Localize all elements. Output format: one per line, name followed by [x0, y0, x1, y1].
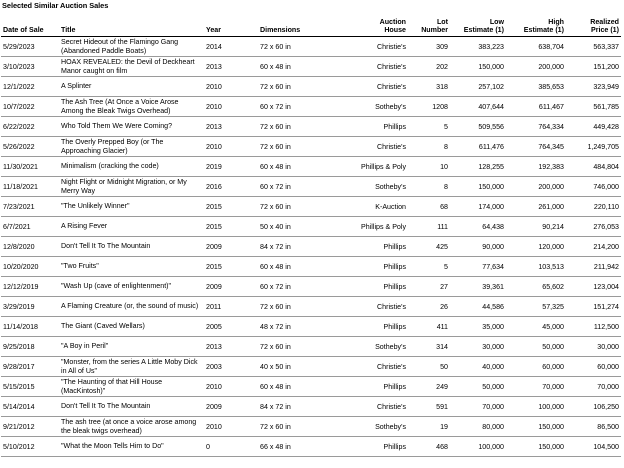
auction-house-cell: Christie's — [344, 77, 408, 97]
title-cell: "A Boy in Peril" — [59, 337, 204, 357]
low-estimate-cell: 40,000 — [450, 357, 506, 377]
dimensions-cell: 60 x 72 in — [258, 277, 344, 297]
date-cell: 6/22/2022 — [1, 117, 59, 137]
high-estimate-cell: 120,000 — [506, 237, 566, 257]
header-auction-house-line1: Auction — [379, 18, 406, 26]
page-title: Selected Similar Auction Sales — [2, 1, 109, 10]
title-cell: Minimalism (cracking the code) — [59, 157, 204, 177]
high-estimate-cell: 385,653 — [506, 77, 566, 97]
low-estimate-cell: 257,102 — [450, 77, 506, 97]
high-estimate-cell: 100,000 — [506, 397, 566, 417]
title-cell: HOAX REVEALED: the Devil of Deckheart Manor caught on film — [59, 57, 204, 77]
date-cell: 9/21/2012 — [1, 417, 59, 437]
title-cell: "Wash Up (cave of enlightenment)" — [59, 277, 204, 297]
high-estimate-cell: 261,000 — [506, 197, 566, 217]
table-row — [1, 217, 621, 237]
low-estimate-cell: 611,476 — [450, 137, 506, 157]
header-title: Title — [59, 12, 204, 37]
table-row — [1, 97, 621, 117]
date-cell: 11/30/2021 — [1, 157, 59, 177]
realized-price-cell: 123,004 — [566, 277, 621, 297]
lot-number-cell: 425 — [408, 237, 450, 257]
year-cell: 2013 — [204, 57, 258, 77]
high-estimate-cell: 60,000 — [506, 357, 566, 377]
high-estimate-cell: 45,000 — [506, 317, 566, 337]
year-cell: 2010 — [204, 417, 258, 437]
lot-number-cell: 1208 — [408, 97, 450, 117]
low-estimate-cell: 64,438 — [450, 217, 506, 237]
low-estimate-cell: 174,000 — [450, 197, 506, 217]
date-cell: 11/14/2018 — [1, 317, 59, 337]
year-cell: 2015 — [204, 197, 258, 217]
date-cell: 11/18/2021 — [1, 177, 59, 197]
title-cell: "Two Fruits" — [59, 257, 204, 277]
lot-number-cell: 8 — [408, 137, 450, 157]
realized-price-cell: 104,500 — [566, 437, 621, 457]
year-cell: 2003 — [204, 357, 258, 377]
realized-price-cell: 1,249,705 — [566, 137, 621, 157]
realized-price-cell: 214,200 — [566, 237, 621, 257]
title-cell: Don't Tell It To The Mountain — [59, 237, 204, 257]
date-cell: 12/1/2022 — [1, 77, 59, 97]
low-estimate-cell: 150,000 — [450, 57, 506, 77]
title-cell: The ash tree (at once a voice arose among the bleak twigs overhead) — [59, 417, 204, 437]
auction-house-cell: Christie's — [344, 297, 408, 317]
high-estimate-cell: 103,513 — [506, 257, 566, 277]
realized-price-cell: 484,804 — [566, 157, 621, 177]
low-estimate-cell: 150,000 — [450, 177, 506, 197]
dimensions-cell: 72 x 60 in — [258, 37, 344, 57]
high-estimate-cell: 611,467 — [506, 97, 566, 117]
lot-number-cell: 50 — [408, 357, 450, 377]
header-high-estimate-line1: High — [548, 18, 564, 26]
realized-price-cell: 449,428 — [566, 117, 621, 137]
table-row — [1, 37, 621, 57]
year-cell: 2010 — [204, 377, 258, 397]
high-estimate-cell: 764,334 — [506, 117, 566, 137]
lot-number-cell: 27 — [408, 277, 450, 297]
dimensions-cell: 50 x 40 in — [258, 217, 344, 237]
low-estimate-cell: 39,361 — [450, 277, 506, 297]
header-lot-number-line2: Number — [421, 26, 448, 34]
low-estimate-cell: 407,644 — [450, 97, 506, 117]
dimensions-cell: 60 x 48 in — [258, 257, 344, 277]
year-cell: 2013 — [204, 337, 258, 357]
header-dimensions: Dimensions — [258, 12, 344, 37]
title-cell: "What the Moon Tells Him to Do" — [59, 437, 204, 457]
lot-number-cell: 10 — [408, 157, 450, 177]
lot-number-cell: 249 — [408, 377, 450, 397]
auction-house-cell: Phillips — [344, 377, 408, 397]
header-high-estimate-line2: Estimate (1) — [523, 26, 564, 34]
title-cell: "Monster, from the series A Little Moby Dick in All of Us" — [59, 357, 204, 377]
lot-number-cell: 19 — [408, 417, 450, 437]
low-estimate-cell: 509,556 — [450, 117, 506, 137]
dimensions-cell: 72 x 60 in — [258, 137, 344, 157]
table-row — [1, 117, 621, 137]
auction-house-cell: Phillips — [344, 277, 408, 297]
dimensions-cell: 72 x 60 in — [258, 197, 344, 217]
dimensions-cell: 60 x 48 in — [258, 377, 344, 397]
dimensions-cell: 40 x 50 in — [258, 357, 344, 377]
realized-price-cell: 112,500 — [566, 317, 621, 337]
lot-number-cell: 8 — [408, 177, 450, 197]
dimensions-cell: 60 x 48 in — [258, 57, 344, 77]
table-row — [1, 397, 621, 417]
date-cell: 5/15/2015 — [1, 377, 59, 397]
dimensions-cell: 84 x 72 in — [258, 397, 344, 417]
table-row — [1, 337, 621, 357]
auction-house-cell: Christie's — [344, 137, 408, 157]
year-cell: 2010 — [204, 137, 258, 157]
auction-house-cell: Phillips — [344, 437, 408, 457]
lot-number-cell: 411 — [408, 317, 450, 337]
year-cell: 2010 — [204, 97, 258, 117]
auction-house-cell: Sotheby's — [344, 417, 408, 437]
table-row — [1, 437, 621, 457]
auction-house-cell: Phillips — [344, 317, 408, 337]
date-cell: 5/10/2012 — [1, 437, 59, 457]
lot-number-cell: 591 — [408, 397, 450, 417]
dimensions-cell: 60 x 72 in — [258, 97, 344, 117]
header-auction-house — [344, 12, 408, 37]
realized-price-cell: 746,000 — [566, 177, 621, 197]
header-year: Year — [204, 12, 258, 37]
high-estimate-cell: 65,602 — [506, 277, 566, 297]
year-cell: 2009 — [204, 237, 258, 257]
year-cell: 2014 — [204, 37, 258, 57]
lot-number-cell: 202 — [408, 57, 450, 77]
title-cell: A Flaming Creature (or, the sound of music) — [59, 297, 204, 317]
title-cell: Don't Tell It To The Mountain — [59, 397, 204, 417]
lot-number-cell: 309 — [408, 37, 450, 57]
title-cell: Who Told Them We Were Coming? — [59, 117, 204, 137]
dimensions-cell: 60 x 72 in — [258, 177, 344, 197]
high-estimate-cell: 90,214 — [506, 217, 566, 237]
header-auction-house-line2: House — [384, 26, 406, 34]
year-cell: 2015 — [204, 257, 258, 277]
realized-price-cell: 151,200 — [566, 57, 621, 77]
auction-house-cell: Christie's — [344, 397, 408, 417]
low-estimate-cell: 70,000 — [450, 397, 506, 417]
title-cell: The Giant (Caved Wellars) — [59, 317, 204, 337]
title-cell: "The Unlikely Winner" — [59, 197, 204, 217]
title-cell: "The Haunting of that Hill House (MacKintosh)" — [59, 377, 204, 397]
low-estimate-cell: 30,000 — [450, 337, 506, 357]
high-estimate-cell: 200,000 — [506, 57, 566, 77]
auction-sales-table — [1, 12, 621, 457]
dimensions-cell: 72 x 60 in — [258, 417, 344, 437]
realized-price-cell: 323,949 — [566, 77, 621, 97]
year-cell: 2005 — [204, 317, 258, 337]
auction-house-cell: Christie's — [344, 357, 408, 377]
title-cell: A Splinter — [59, 77, 204, 97]
table-header-row — [1, 12, 621, 37]
header-lot-number — [408, 12, 450, 37]
date-cell: 5/29/2023 — [1, 37, 59, 57]
table-row — [1, 57, 621, 77]
realized-price-cell: 276,053 — [566, 217, 621, 237]
auction-house-cell: Christie's — [344, 37, 408, 57]
realized-price-cell: 70,000 — [566, 377, 621, 397]
table-row — [1, 177, 621, 197]
date-cell: 10/20/2020 — [1, 257, 59, 277]
table-row — [1, 77, 621, 97]
year-cell: 0 — [204, 437, 258, 457]
realized-price-cell: 151,274 — [566, 297, 621, 317]
realized-price-cell: 60,000 — [566, 357, 621, 377]
table-row — [1, 417, 621, 437]
low-estimate-cell: 80,000 — [450, 417, 506, 437]
dimensions-cell: 72 x 60 in — [258, 297, 344, 317]
header-date: Date of Sale — [1, 12, 59, 37]
header-low-estimate-line2: Estimate (1) — [463, 26, 504, 34]
lot-number-cell: 5 — [408, 257, 450, 277]
low-estimate-cell: 44,586 — [450, 297, 506, 317]
date-cell: 3/10/2023 — [1, 57, 59, 77]
year-cell: 2010 — [204, 77, 258, 97]
lot-number-cell: 68 — [408, 197, 450, 217]
auction-house-cell: Sotheby's — [344, 177, 408, 197]
dimensions-cell: 72 x 60 in — [258, 117, 344, 137]
table-body — [1, 37, 621, 457]
year-cell: 2019 — [204, 157, 258, 177]
header-realized-price — [566, 12, 621, 37]
auction-house-cell: Sotheby's — [344, 97, 408, 117]
title-cell: Night Flight or Midnight Migration, or My Merry Way — [59, 177, 204, 197]
table-row — [1, 237, 621, 257]
auction-house-cell: Phillips — [344, 257, 408, 277]
low-estimate-cell: 128,255 — [450, 157, 506, 177]
realized-price-cell: 86,500 — [566, 417, 621, 437]
title-cell: Secret Hideout of the Flamingo Gang (Abandoned Paddle Boats) — [59, 37, 204, 57]
date-cell: 3/29/2019 — [1, 297, 59, 317]
table-row — [1, 297, 621, 317]
low-estimate-cell: 77,634 — [450, 257, 506, 277]
lot-number-cell: 314 — [408, 337, 450, 357]
dimensions-cell: 84 x 72 in — [258, 237, 344, 257]
table-row — [1, 137, 621, 157]
date-cell: 10/7/2022 — [1, 97, 59, 117]
date-cell: 6/7/2021 — [1, 217, 59, 237]
high-estimate-cell: 764,345 — [506, 137, 566, 157]
low-estimate-cell: 50,000 — [450, 377, 506, 397]
table-row — [1, 317, 621, 337]
auction-house-cell: Phillips — [344, 117, 408, 137]
lot-number-cell: 5 — [408, 117, 450, 137]
lot-number-cell: 468 — [408, 437, 450, 457]
date-cell: 9/25/2018 — [1, 337, 59, 357]
dimensions-cell: 66 x 48 in — [258, 437, 344, 457]
low-estimate-cell: 383,223 — [450, 37, 506, 57]
title-cell: The Overly Prepped Boy (or The Approaching Glacier) — [59, 137, 204, 157]
year-cell: 2016 — [204, 177, 258, 197]
auction-house-cell: Phillips & Poly — [344, 217, 408, 237]
lot-number-cell: 111 — [408, 217, 450, 237]
auction-house-cell: Phillips & Poly — [344, 157, 408, 177]
table-row — [1, 377, 621, 397]
year-cell: 2013 — [204, 117, 258, 137]
lot-number-cell: 318 — [408, 77, 450, 97]
auction-house-cell: K-Auction — [344, 197, 408, 217]
high-estimate-cell: 638,704 — [506, 37, 566, 57]
year-cell: 2009 — [204, 277, 258, 297]
date-cell: 9/28/2017 — [1, 357, 59, 377]
date-cell: 12/8/2020 — [1, 237, 59, 257]
realized-price-cell: 30,000 — [566, 337, 621, 357]
date-cell: 12/12/2019 — [1, 277, 59, 297]
date-cell: 5/14/2014 — [1, 397, 59, 417]
dimensions-cell: 72 x 60 in — [258, 77, 344, 97]
dimensions-cell: 72 x 60 in — [258, 337, 344, 357]
high-estimate-cell: 150,000 — [506, 417, 566, 437]
year-cell: 2011 — [204, 297, 258, 317]
realized-price-cell: 106,250 — [566, 397, 621, 417]
low-estimate-cell: 90,000 — [450, 237, 506, 257]
title-cell: The Ash Tree (At Once a Voice Arose Among the Bleak Twigs Overhead) — [59, 97, 204, 117]
low-estimate-cell: 100,000 — [450, 437, 506, 457]
year-cell: 2009 — [204, 397, 258, 417]
header-realized-price-line2: Price (1) — [591, 26, 619, 34]
header-realized-price-line1: Realized — [590, 18, 619, 26]
high-estimate-cell: 57,325 — [506, 297, 566, 317]
realized-price-cell: 561,785 — [566, 97, 621, 117]
realized-price-cell: 220,110 — [566, 197, 621, 217]
realized-price-cell: 211,942 — [566, 257, 621, 277]
dimensions-cell: 48 x 72 in — [258, 317, 344, 337]
realized-price-cell: 563,337 — [566, 37, 621, 57]
table-row — [1, 157, 621, 177]
table-row — [1, 257, 621, 277]
title-cell: A Rising Fever — [59, 217, 204, 237]
date-cell: 5/26/2022 — [1, 137, 59, 157]
auction-house-cell: Christie's — [344, 57, 408, 77]
table-row — [1, 277, 621, 297]
auction-house-cell: Phillips — [344, 237, 408, 257]
high-estimate-cell: 200,000 — [506, 177, 566, 197]
dimensions-cell: 60 x 48 in — [258, 157, 344, 177]
table-row — [1, 197, 621, 217]
year-cell: 2015 — [204, 217, 258, 237]
high-estimate-cell: 150,000 — [506, 437, 566, 457]
high-estimate-cell: 50,000 — [506, 337, 566, 357]
lot-number-cell: 26 — [408, 297, 450, 317]
auction-house-cell: Sotheby's — [344, 337, 408, 357]
header-low-estimate — [450, 12, 506, 37]
header-high-estimate — [506, 12, 566, 37]
header-lot-number-line1: Lot — [436, 18, 448, 26]
header-low-estimate-line1: Low — [489, 18, 504, 26]
low-estimate-cell: 35,000 — [450, 317, 506, 337]
date-cell: 7/23/2021 — [1, 197, 59, 217]
high-estimate-cell: 192,383 — [506, 157, 566, 177]
table-row — [1, 357, 621, 377]
high-estimate-cell: 70,000 — [506, 377, 566, 397]
